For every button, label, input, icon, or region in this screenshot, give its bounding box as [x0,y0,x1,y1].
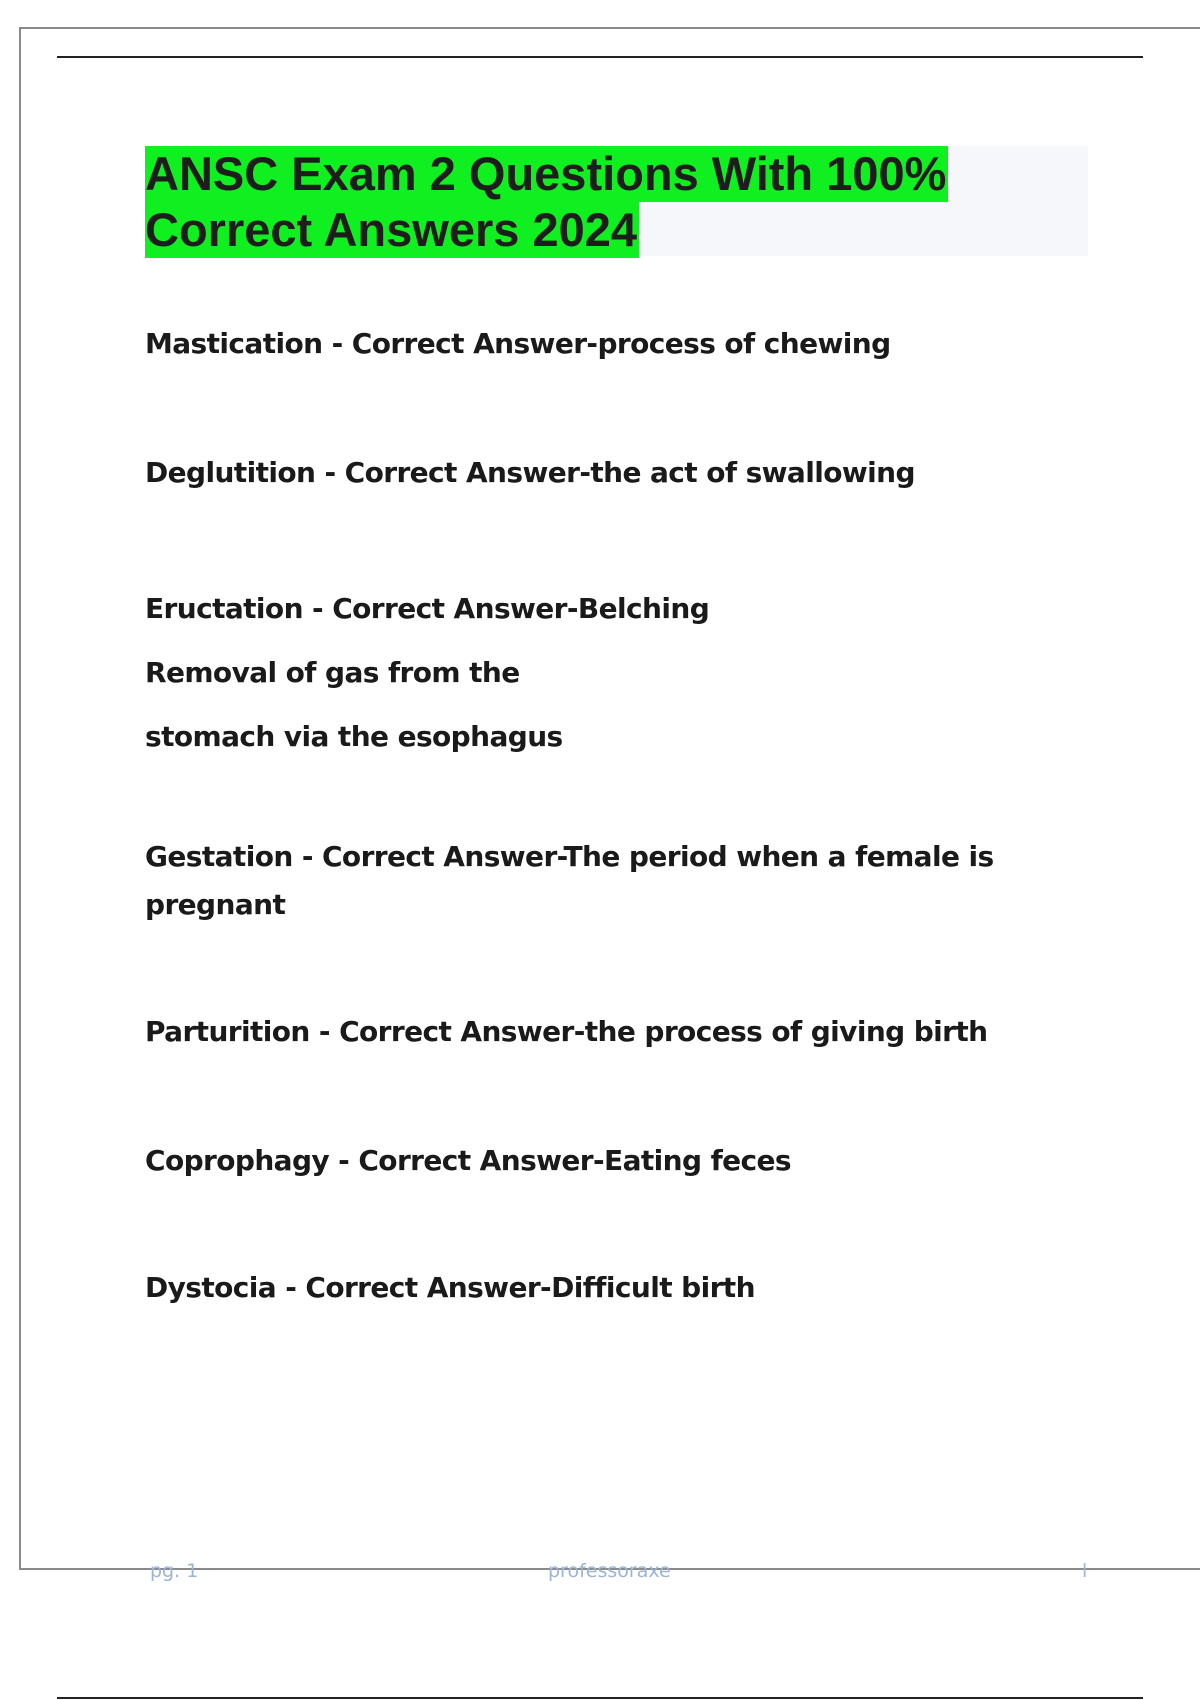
header-rule [57,56,1143,58]
footer-right-mark: l [1082,1560,1088,1582]
entry-text: Coprophagy - Correct Answer-Eating feces [145,1144,791,1177]
entry-gestation [145,833,1045,929]
entry-text: Parturition - Correct Answer-the process of giving birth [145,1015,988,1048]
page-border [19,27,1200,1570]
entry-text-continued: pregnant [145,888,286,921]
document-title-line-1: ANSC Exam 2 Questions With 100% [145,147,947,200]
entry-text: Eructation - Correct Answer-Belching [145,592,710,625]
entry-text-continued: stomach via the esophagus [145,720,563,753]
entry-text: Deglutition - Correct Answer-the act of swallowing [145,456,915,489]
entry-parturition [145,1008,1045,1056]
entry-text: Dystocia - Correct Answer-Difficult birth [145,1271,755,1304]
title-block [145,146,1088,256]
entry-text: Gestation - Correct Answer-The period when a female is [145,840,994,873]
entry-text: Mastication - Correct Answer-process of chewing [145,327,891,360]
footer-rule [57,1697,1143,1699]
footer-page-number: pg. 1 [150,1560,199,1582]
entry-eructation [145,577,1045,769]
entry-coprophagy [145,1137,1045,1185]
document-title-line-2: Correct Answers 2024 [145,203,638,256]
entry-deglutition [145,449,1045,497]
entry-mastication [145,320,1045,368]
entry-dystocia [145,1264,1045,1312]
footer-author: professoraxe [548,1560,671,1582]
entry-text-continued: Removal of gas from the [145,656,520,689]
